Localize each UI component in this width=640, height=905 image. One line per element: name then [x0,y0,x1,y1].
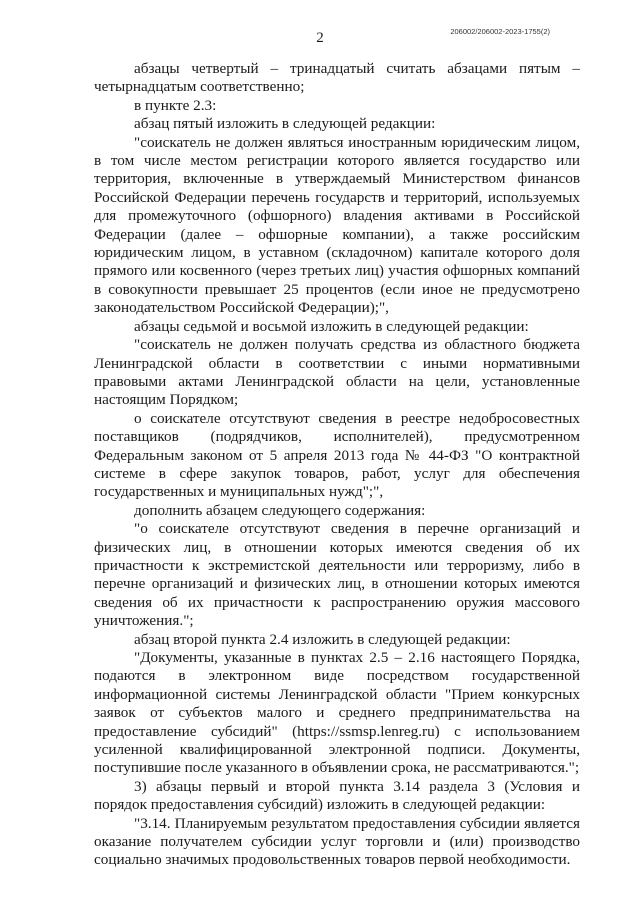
paragraph: о соискателе отсутствуют сведения в реестре недобросовестных поставщиков (подрядчиков, исполнителей), предусмотренном Федеральным законом от 5 апреля 2013 года № 44-ФЗ "О контрактной системе в сфере закупок товаров, работ, услуг для обеспечения государственных и муниципальных нужд";", [94,409,580,501]
paragraph: абзацы четвертый – тринадцатый считать абзацами пятым – четырнадцатым соответственно; [94,60,580,96]
paragraph: дополнить абзацем следующего содержания: [134,501,426,519]
paragraph: абзац второй пункта 2.4 изложить в следующей редакции: [134,630,511,648]
paragraph: "Документы, указанные в пунктах 2.5 – 2.16 настоящего Порядка, подаются в электронном виде посредством государственной информационной системы Ленинградской области "Прием конкурсных заявок от субъектов малого и среднего предпринимательства на предоставление субсидий" (https://ssmsp.lenreg.ru) с использованием усиленной квалифицированной электронной подписи. Документы, поступившие после указанного в объявлении срока, не рассматриваются."; [94,649,580,777]
document-id: 206002/206002-2023-1755(2) [450,27,550,36]
page-number: 2 [316,30,324,46]
paragraph: "соискатель не должен являться иностранным юридическим лицом, в том числе местом регистрации которого является государство или территория, включенные в утверждаемый Министерством финансов Российской Федерации перечень государств и территорий, используемых для промежуточного (офшорного) владения активами в Российской Федерации (далее – офшорные компании), а также российским юридическим лицом, в уставном (складочном) капитале которого доля прямого или косвенного (через третьих лиц) участия офшорных компаний в совокупности превышает 25 процентов (если иное не предусмотрено законодательством Российской Федерации);", [94,133,580,317]
document-body [94,60,580,870]
paragraph: 3) абзацы первый и второй пункта 3.14 раздела 3 (Условия и порядок предоставления субсидий) изложить в следующей редакции: [94,777,580,814]
paragraph: абзац пятый изложить в следующей редакции: [134,115,436,133]
paragraph: абзацы седьмой и восьмой изложить в следующей редакции: [134,317,529,335]
paragraph: "о соискателе отсутствуют сведения в перечне организаций и физических лиц, в отношении которых имеются сведения об их причастности к экстремистской деятельности или терроризму, либо в перечне организаций и физических лиц, в отношении которых имеются сведения об их причастности к распространению оружия массового уничтожения."; [94,520,580,630]
paragraph: "3.14. Планируемым результатом предоставления субсидии является оказание получателем субсидии услуг торговли и (или) производство социально значимых продовольственных товаров первой необходимости. [94,814,580,869]
paragraph: в пункте 2.3: [134,96,217,114]
paragraph: "соискатель не должен получать средства из областного бюджета Ленинградской области в соответствии с иными нормативными правовыми актами Ленинградской области на цели, установленные настоящим Порядком; [94,336,580,409]
